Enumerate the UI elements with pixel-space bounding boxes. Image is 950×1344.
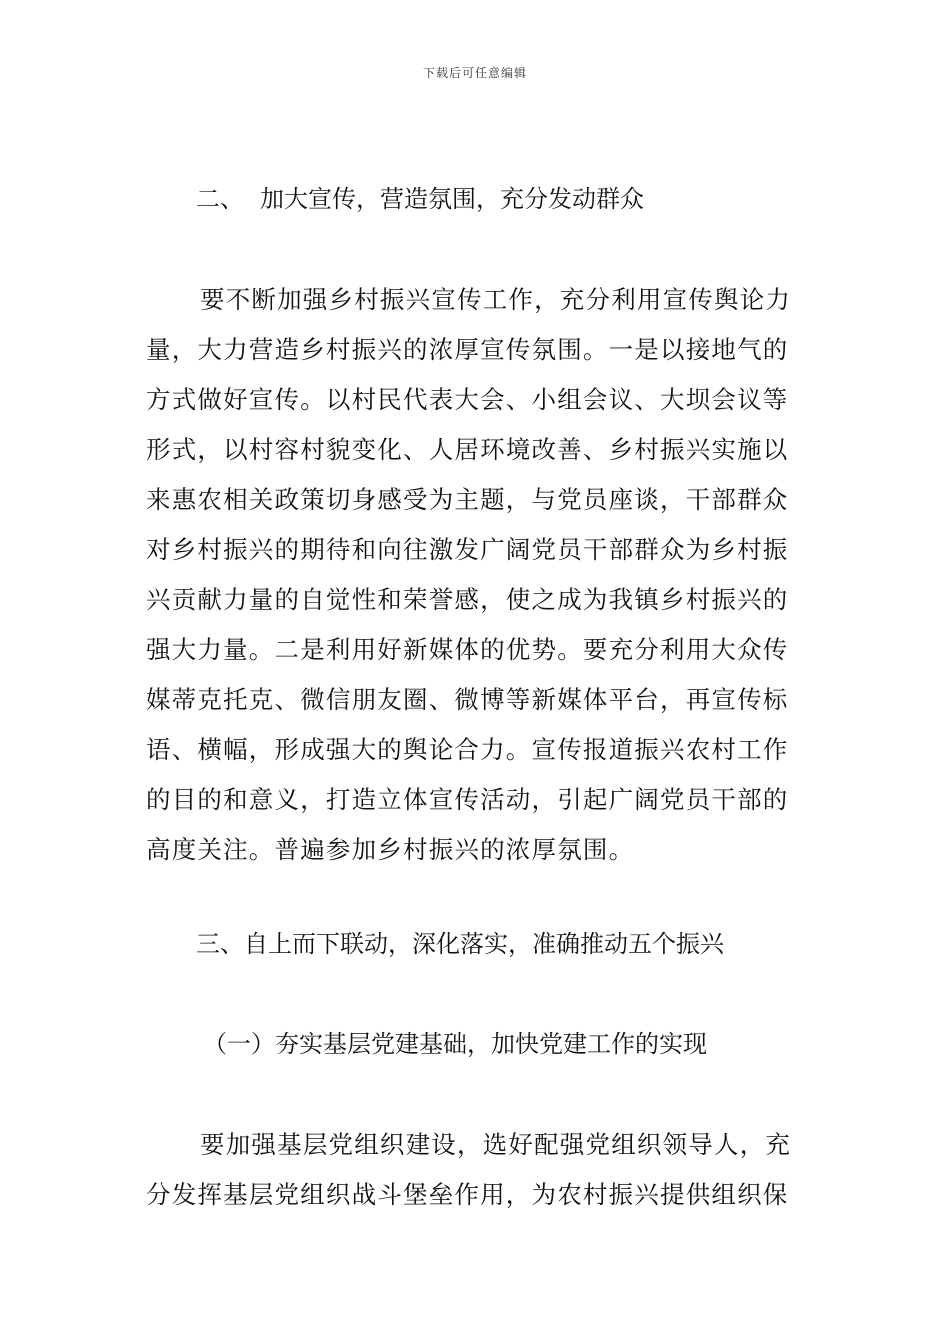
paragraph-line: 形式，以村容村貌变化、人居环境改善、乡村振兴实施以 xyxy=(146,435,789,464)
page-header: 下载后可任意编辑 xyxy=(422,66,527,80)
paragraph-line: 来惠农相关政策切身感受为主题，与党员座谈，干部群众 xyxy=(146,485,789,514)
paragraph-line: 要不断加强乡村振兴宣传工作，充分利用宣传舆论力 xyxy=(200,285,792,314)
paragraph-line: 量，大力营造乡村振兴的浓厚宣传氛围。一是以接地气的 xyxy=(146,335,789,364)
paragraph-line: 要加强基层党组织建设，选好配强党组织领导人，充 xyxy=(200,1130,792,1159)
paragraph-line: 分发挥基层党组织战斗堡垒作用，为农村振兴提供组织保 xyxy=(146,1180,789,1209)
section-heading-2 xyxy=(196,184,644,214)
section-title: 加大宣传，营造氛围，充分发动群众 xyxy=(260,185,644,213)
paragraph-party-building xyxy=(146,1120,810,1220)
paragraph-line: 对乡村振兴的期待和向往激发广阔党员干部群众为乡村振 xyxy=(146,535,789,564)
paragraph-line: 语、横幅，形成强大的舆论合力。宣传报道振兴农村工作 xyxy=(146,735,789,764)
paragraph-line: 媒蒂克托克、微信朋友圈、微博等新媒体平台，再宣传标 xyxy=(146,685,789,714)
paragraph-line: 强大力量。二是利用好新媒体的优势。要充分利用大众传 xyxy=(146,635,789,664)
section-heading-3: 三、自上而下联动，深化落实，准确推动五个振兴 xyxy=(196,930,724,958)
paragraph-line: 方式做好宣传。以村民代表大会、小组会议、大坝会议等 xyxy=(146,385,789,414)
paragraph-line: 高度关注。普遍参加乡村振兴的浓厚氛围。 xyxy=(146,835,635,864)
paragraph-publicity xyxy=(146,275,810,875)
paragraph-line: 的目的和意义，打造立体宣传活动，引起广阔党员干部的 xyxy=(146,785,789,814)
paragraph-line: 兴贡献力量的自觉性和荣誉感，使之成为我镇乡村振兴的 xyxy=(146,585,789,614)
subsection-heading-1: （一）夯实基层党建基础，加快党建工作的实现 xyxy=(203,1030,707,1058)
section-number: 二、 xyxy=(196,185,244,213)
